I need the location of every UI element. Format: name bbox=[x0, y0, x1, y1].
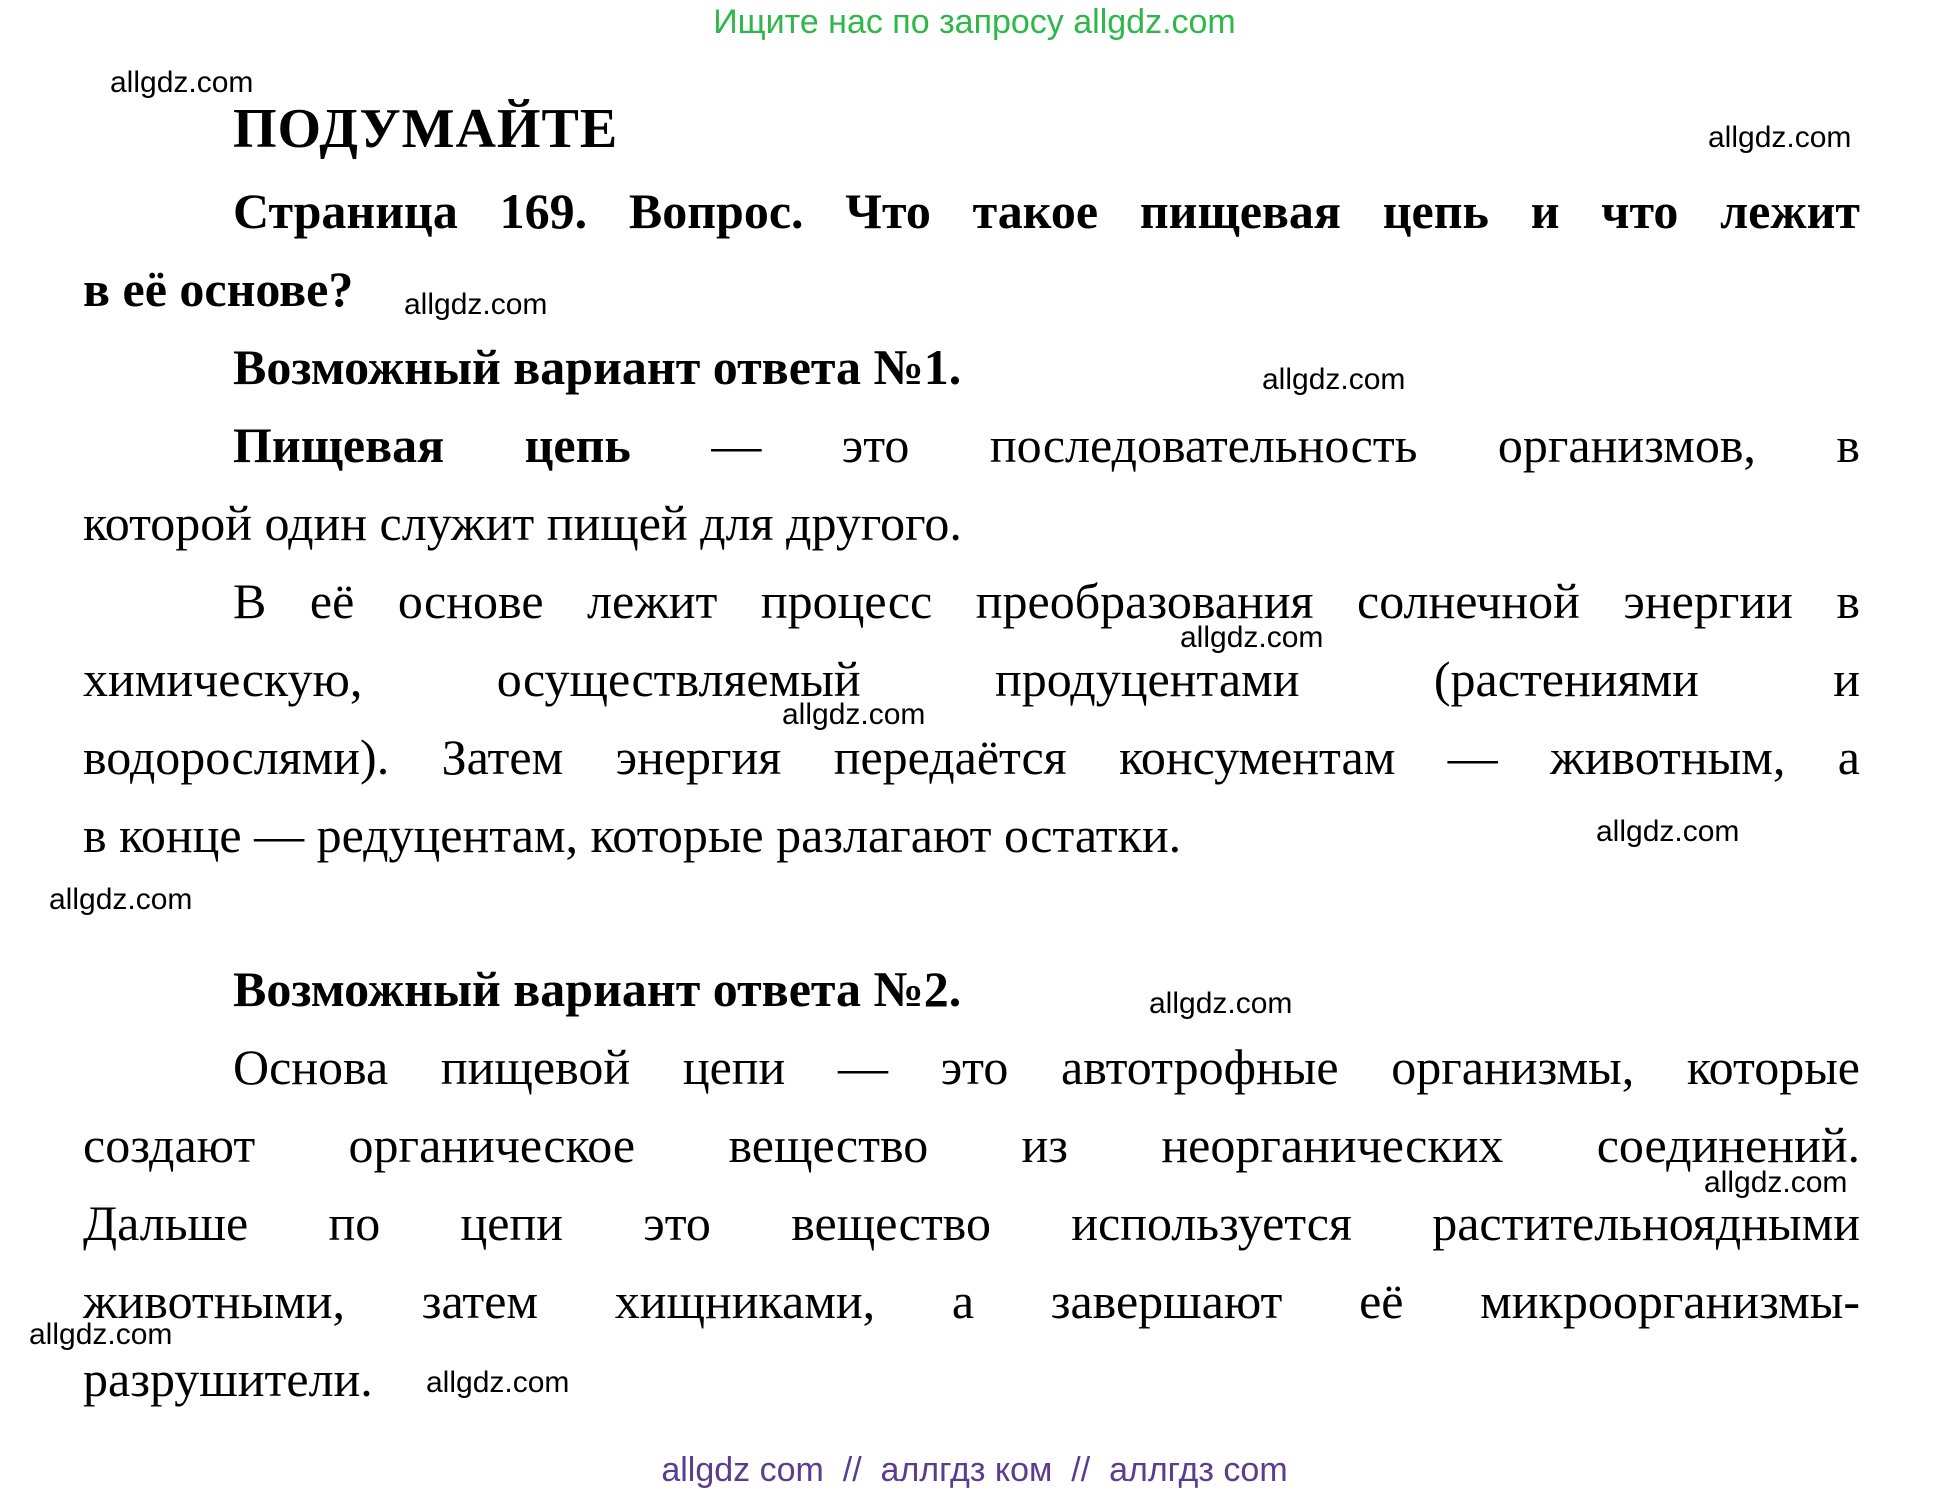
watermark: allgdz.com bbox=[1708, 121, 1852, 154]
answer2-line-2 bbox=[83, 1106, 1860, 1184]
answer1-line-1 bbox=[233, 406, 1860, 484]
watermark: allgdz.com bbox=[49, 883, 193, 916]
watermark: allgdz.com bbox=[1262, 363, 1406, 396]
question-line-2: в её основе? bbox=[83, 261, 354, 317]
answer2-line-3 bbox=[83, 1184, 1860, 1262]
footer-links[interactable]: allgdz com // аллгдз ком // аллгдз com bbox=[661, 1451, 1288, 1489]
answer1-p2-line-4: в конце — редуцентам, которые разлагают остатки. bbox=[83, 807, 1182, 863]
answer1-p2-text-1: В её основе лежит процесс преобразования солнечной энергии в bbox=[233, 573, 1860, 629]
answer1-title: Возможный вариант ответа №1. bbox=[233, 339, 962, 395]
answer2-text-1: Основа пищевой цепи — это автотрофные организмы, которые bbox=[233, 1039, 1860, 1095]
answer2-text-3: Дальше по цепи это вещество используется растительноядными bbox=[83, 1195, 1860, 1251]
answer2-text-4: животными, затем хищниками, а завершают её микроорганизмы- bbox=[83, 1273, 1860, 1329]
answer1-p2-line-3 bbox=[83, 718, 1860, 796]
answer2-line-4 bbox=[83, 1262, 1860, 1340]
answer1-p2-text-3: водорослями). Затем энергия передаётся консументам — животным, а bbox=[83, 729, 1860, 785]
answer1-p2-line-2 bbox=[83, 640, 1860, 718]
answer2-title: Возможный вариант ответа №2. bbox=[233, 961, 962, 1017]
answer2-line-5: разрушители. bbox=[83, 1351, 373, 1407]
question-text: Страница 169. Вопрос. Что такое пищевая цепь и что лежит bbox=[233, 183, 1860, 239]
watermark: allgdz.com bbox=[29, 1318, 173, 1351]
answer1-p2-line-1 bbox=[233, 562, 1860, 640]
answer1-line-2: которой один служит пищей для другого. bbox=[83, 495, 962, 551]
top-banner[interactable]: Ищите нас по запросу allgdz.com bbox=[713, 3, 1236, 41]
answer2-line-1 bbox=[233, 1028, 1860, 1106]
answer2-text-2: создают органическое вещество из неорганических соединений. bbox=[83, 1117, 1860, 1173]
answer1-definition: — это последовательность организмов, в bbox=[711, 417, 1860, 473]
watermark: allgdz.com bbox=[426, 1366, 570, 1399]
watermark: allgdz.com bbox=[1704, 1166, 1848, 1199]
watermark: allgdz.com bbox=[1596, 815, 1740, 848]
watermark: allgdz.com bbox=[110, 66, 254, 99]
watermark: allgdz.com bbox=[1180, 621, 1324, 654]
watermark: allgdz.com bbox=[1149, 987, 1293, 1020]
section-heading: ПОДУМАЙТЕ bbox=[233, 98, 619, 160]
answer1-p2-text-2: химическую, осуществляемый продуцентами (растениями и bbox=[83, 651, 1860, 707]
watermark: allgdz.com bbox=[404, 288, 548, 321]
watermark: allgdz.com bbox=[782, 698, 926, 731]
question-line-1 bbox=[233, 172, 1860, 250]
answer1-term: Пищевая цепь bbox=[233, 417, 631, 473]
